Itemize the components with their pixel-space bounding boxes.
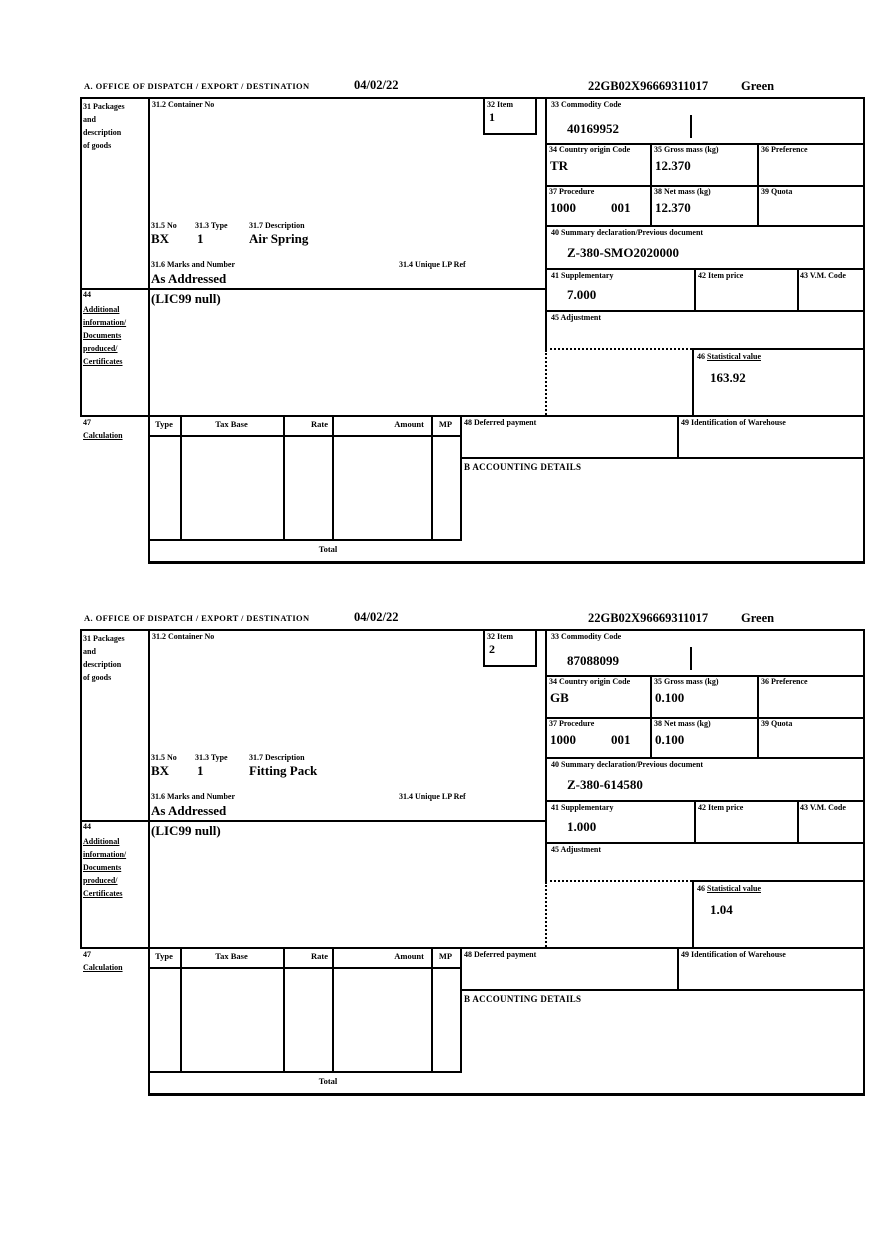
box44-number: 44 xyxy=(83,822,91,831)
box43-vm-code-label: 43 V.M. Code xyxy=(800,803,846,812)
grid-line xyxy=(148,1071,462,1073)
box31-4-lp-ref-label: 31.4 Unique LP Ref xyxy=(399,792,466,801)
accounting-details-label: B ACCOUNTING DETAILS xyxy=(464,994,582,1004)
grid-line xyxy=(148,435,462,437)
grid-line xyxy=(80,415,865,417)
item-number-value: 1 xyxy=(489,110,495,124)
procedure-value-2: 001 xyxy=(611,200,631,215)
grid-line xyxy=(80,97,865,99)
commodity-code-separator xyxy=(690,115,692,138)
supplementary-units-value: 7.000 xyxy=(567,287,597,302)
routing-status: Green xyxy=(741,611,775,625)
box42-item-price-label: 42 Item price xyxy=(698,271,744,280)
box47-number: 47 xyxy=(83,950,91,959)
customs-item-copy xyxy=(0,78,882,578)
grid-line xyxy=(431,947,433,1071)
box49-warehouse-label: 49 Identification of Warehouse xyxy=(681,950,786,959)
grid-line xyxy=(148,1093,865,1096)
item-number-value: 2 xyxy=(489,642,495,656)
box48-deferred-payment-label: 48 Deferred payment xyxy=(464,418,537,427)
goods-description-value: Air Spring xyxy=(249,231,309,246)
grid-line xyxy=(757,675,759,757)
tax-type-column-header: Type xyxy=(155,951,173,961)
grid-line xyxy=(545,842,865,844)
grid-line xyxy=(332,947,334,1071)
office-of-dispatch-label: A. OFFICE OF DISPATCH / EXPORT / DESTINATION xyxy=(84,81,310,91)
dotted-divider xyxy=(545,348,692,350)
grid-line xyxy=(692,348,694,415)
box31-5-no-label: 31.5 No xyxy=(151,753,177,762)
grid-line xyxy=(694,800,696,842)
grid-line xyxy=(460,457,865,459)
box34-origin-label: 34 Country origin Code xyxy=(549,145,631,154)
grid-line xyxy=(545,800,865,802)
box48-deferred-payment-label: 48 Deferred payment xyxy=(464,950,537,959)
rate-column-header: Rate xyxy=(311,951,328,961)
additional-information-value: (LIC99 null) xyxy=(151,291,221,306)
box44-label: Additional information/ Documents produced/ Certificates xyxy=(83,305,127,366)
grid-line xyxy=(80,288,547,290)
rate-column-header: Rate xyxy=(311,419,328,429)
grid-line xyxy=(757,143,759,225)
statistical-value: 1.04 xyxy=(710,902,733,917)
grid-line xyxy=(797,268,799,310)
grid-line xyxy=(460,947,462,1071)
grid-line xyxy=(797,800,799,842)
box36-preference-label: 36 Preference xyxy=(761,677,808,686)
box44-label: Additional information/ Documents produced/ Certificates xyxy=(83,837,127,898)
box35-gross-mass-label: 35 Gross mass (kg) xyxy=(654,677,719,686)
total-label: Total xyxy=(318,1076,338,1086)
grid-line xyxy=(80,97,82,417)
box32-item-label: 32 Item xyxy=(487,632,513,641)
grid-line xyxy=(483,133,537,135)
grid-line xyxy=(692,880,694,947)
grid-line xyxy=(180,415,182,539)
grid-line xyxy=(863,629,865,1096)
box41-supplementary-label: 41 Supplementary xyxy=(551,803,614,812)
grid-line xyxy=(332,415,334,539)
dotted-divider xyxy=(545,880,692,882)
grid-line xyxy=(80,947,865,949)
box49-warehouse-label: 49 Identification of Warehouse xyxy=(681,418,786,427)
package-type-value: 1 xyxy=(197,763,204,778)
goods-description-value: Fitting Pack xyxy=(249,763,318,778)
box45-adjustment-label: 45 Adjustment xyxy=(551,845,602,854)
box31-2-container-label: 31.2 Container No xyxy=(152,632,215,641)
grid-line xyxy=(677,947,679,989)
grid-line xyxy=(483,629,485,665)
grid-line xyxy=(148,97,150,561)
grid-line xyxy=(535,629,537,665)
box31-label: 31 Packages and description of goods xyxy=(83,102,125,150)
box43-vm-code-label: 43 V.M. Code xyxy=(800,271,846,280)
box42-item-price-label: 42 Item price xyxy=(698,803,744,812)
grid-line xyxy=(863,97,865,564)
grid-line xyxy=(545,268,865,270)
box34-origin-label: 34 Country origin Code xyxy=(549,677,631,686)
grid-line xyxy=(535,97,537,133)
marks-value: As Addressed xyxy=(151,271,227,286)
package-count-value: BX xyxy=(151,763,170,778)
box31-6-marks-label: 31.6 Marks and Number xyxy=(151,792,236,801)
grid-line xyxy=(692,348,865,350)
grid-line xyxy=(80,629,865,631)
box31-7-description-label: 31.7 Description xyxy=(249,753,305,762)
mp-column-header: MP xyxy=(438,419,453,429)
box44-number: 44 xyxy=(83,290,91,299)
grid-line xyxy=(460,415,462,539)
grid-line xyxy=(545,757,865,759)
box33-commodity-label: 33 Commodity Code xyxy=(551,100,622,109)
grid-line xyxy=(431,415,433,539)
grid-line xyxy=(650,143,652,225)
statistical-value: 163.92 xyxy=(710,370,746,385)
box33-commodity-label: 33 Commodity Code xyxy=(551,632,622,641)
package-type-value: 1 xyxy=(197,231,204,246)
box31-6-marks-label: 31.6 Marks and Number xyxy=(151,260,236,269)
marks-value: As Addressed xyxy=(151,803,227,818)
grid-line xyxy=(80,820,547,822)
grid-line xyxy=(460,989,865,991)
dotted-divider xyxy=(545,350,547,415)
dispatch-date: 04/02/22 xyxy=(354,610,399,624)
commodity-code-value: 87088099 xyxy=(567,653,619,668)
box31-3-type-label: 31.3 Type xyxy=(195,221,228,230)
mp-column-header: MP xyxy=(438,951,453,961)
box36-preference-label: 36 Preference xyxy=(761,145,808,154)
box31-3-type-label: 31.3 Type xyxy=(195,753,228,762)
box47-number: 47 xyxy=(83,418,91,427)
grid-line xyxy=(694,268,696,310)
net-mass-value: 12.370 xyxy=(655,200,691,215)
commodity-code-value: 40169952 xyxy=(567,121,619,136)
customs-item-copy-2 xyxy=(0,610,882,1110)
grid-line xyxy=(180,947,182,1071)
box45-adjustment-label: 45 Adjustment xyxy=(551,313,602,322)
box31-4-lp-ref-label: 31.4 Unique LP Ref xyxy=(399,260,466,269)
amount-column-header: Amount xyxy=(394,419,424,429)
box31-7-description-label: 31.7 Description xyxy=(249,221,305,230)
grid-line xyxy=(545,97,547,350)
grid-line xyxy=(148,629,150,1093)
previous-document-value: Z-380-614580 xyxy=(567,777,643,792)
total-label: Total xyxy=(318,544,338,554)
box37-procedure-label: 37 Procedure xyxy=(549,187,595,196)
box40-previous-doc-label: 40 Summary declaration/Previous document xyxy=(551,760,704,769)
declaration-reference: 22GB02X96669311017 xyxy=(588,611,709,625)
procedure-value-2: 001 xyxy=(611,732,631,747)
box31-5-no-label: 31.5 No xyxy=(151,221,177,230)
grid-line xyxy=(650,675,652,757)
country-origin-value: TR xyxy=(550,158,569,173)
procedure-value-1: 1000 xyxy=(550,200,576,215)
routing-status: Green xyxy=(741,79,775,93)
box39-quota-label: 39 Quota xyxy=(761,719,793,728)
grid-line xyxy=(483,97,485,133)
box37-procedure-label: 37 Procedure xyxy=(549,719,595,728)
grid-line xyxy=(148,539,462,541)
net-mass-value: 0.100 xyxy=(655,732,685,747)
box46-stat-value-label: 46 Statistical value xyxy=(697,884,761,893)
amount-column-header: Amount xyxy=(394,951,424,961)
tax-base-column-header: Tax Base xyxy=(215,419,248,429)
grid-line xyxy=(545,310,865,312)
grid-line xyxy=(148,561,865,564)
box31-2-container-label: 31.2 Container No xyxy=(152,100,215,109)
additional-information-value: (LIC99 null) xyxy=(151,823,221,838)
box31-label: 31 Packages and description of goods xyxy=(83,634,125,682)
dispatch-date: 04/02/22 xyxy=(354,78,399,92)
box40-previous-doc-label: 40 Summary declaration/Previous document xyxy=(551,228,704,237)
grid-line xyxy=(692,880,865,882)
grid-line xyxy=(80,629,82,949)
commodity-code-separator xyxy=(690,647,692,670)
grid-line xyxy=(545,629,547,882)
tax-base-column-header: Tax Base xyxy=(215,951,248,961)
country-origin-value: GB xyxy=(550,690,569,705)
box38-net-mass-label: 38 Net mass (kg) xyxy=(654,719,711,728)
supplementary-units-value: 1.000 xyxy=(567,819,597,834)
box38-net-mass-label: 38 Net mass (kg) xyxy=(654,187,711,196)
grid-line xyxy=(283,415,285,539)
box35-gross-mass-label: 35 Gross mass (kg) xyxy=(654,145,719,154)
box47-calculation-label: Calculation xyxy=(83,431,123,440)
accounting-details-label: B ACCOUNTING DETAILS xyxy=(464,462,582,472)
grid-line xyxy=(148,967,462,969)
gross-mass-value: 12.370 xyxy=(655,158,691,173)
box41-supplementary-label: 41 Supplementary xyxy=(551,271,614,280)
grid-line xyxy=(677,415,679,457)
box46-stat-value-label: 46 Statistical value xyxy=(697,352,761,361)
procedure-value-1: 1000 xyxy=(550,732,576,747)
box32-item-label: 32 Item xyxy=(487,100,513,109)
gross-mass-value: 0.100 xyxy=(655,690,685,705)
package-count-value: BX xyxy=(151,231,170,246)
grid-line xyxy=(283,947,285,1071)
box39-quota-label: 39 Quota xyxy=(761,187,793,196)
declaration-reference: 22GB02X96669311017 xyxy=(588,79,709,93)
dotted-divider xyxy=(545,882,547,947)
previous-document-value: Z-380-SMO2020000 xyxy=(567,245,679,260)
tax-type-column-header: Type xyxy=(155,419,173,429)
grid-line xyxy=(545,225,865,227)
box47-calculation-label: Calculation xyxy=(83,963,123,972)
office-of-dispatch-label: A. OFFICE OF DISPATCH / EXPORT / DESTINATION xyxy=(84,613,310,623)
grid-line xyxy=(483,665,537,667)
